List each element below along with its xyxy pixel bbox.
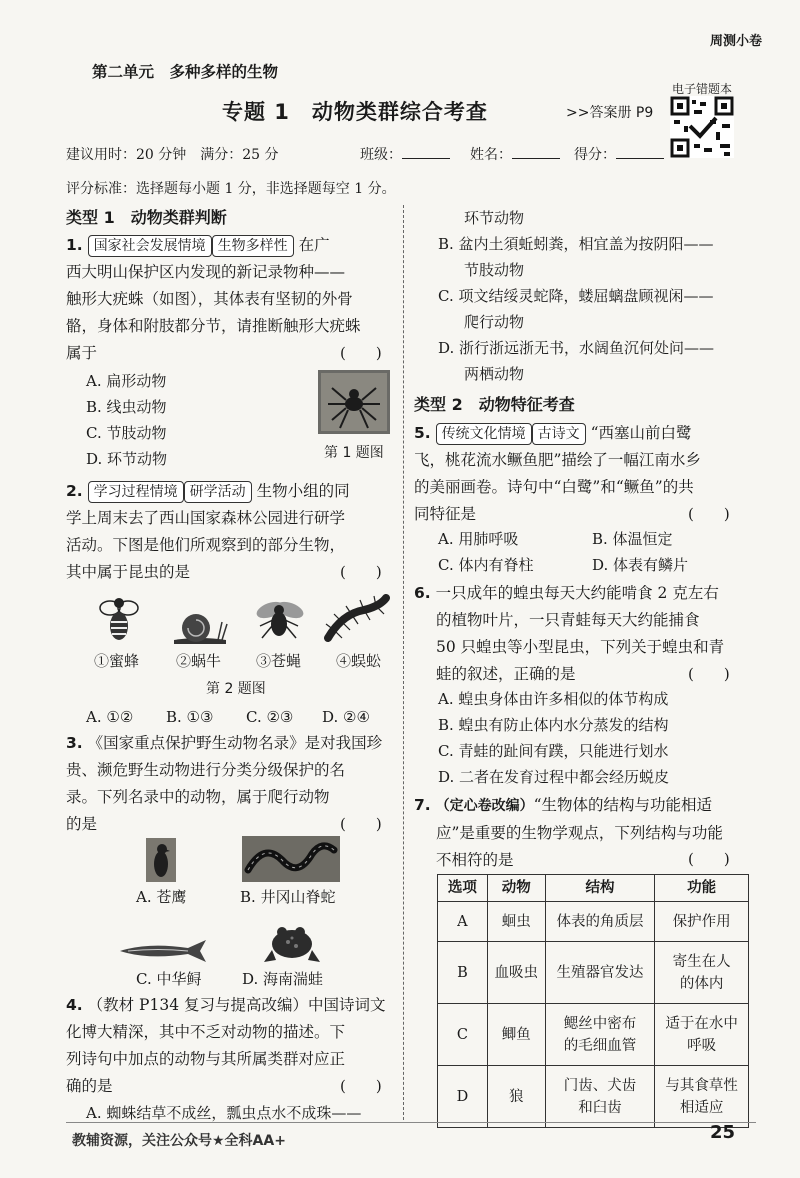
- table-cell: B: [438, 942, 488, 1004]
- class-label: 班级：: [360, 147, 402, 163]
- q6-number: 6.: [414, 584, 431, 602]
- q3-text-1: 《国家重点保护野生动物名录》是对我国珍: [87, 734, 383, 752]
- q1-option-b[interactable]: B. 线虫动物: [86, 398, 167, 416]
- class-field[interactable]: [360, 144, 450, 164]
- q4-text-1: （教材 P134 复习与提高改编）中国诗词文: [87, 996, 386, 1014]
- table-cell: 蛔虫: [487, 902, 545, 942]
- q2-answer-paren[interactable]: ( ): [340, 563, 382, 581]
- table-cell: C: [438, 1004, 488, 1066]
- q2-text-3: 活动。下图是他们所观察到的部分生物，: [66, 536, 346, 554]
- q5-option-c[interactable]: C. 体内有脊柱: [438, 556, 534, 574]
- goshawk-photo: [146, 838, 176, 882]
- spider-photo: [318, 370, 390, 434]
- q6-option-c[interactable]: C. 青蛙的趾间有蹼，只能进行划水: [438, 742, 669, 760]
- table-header-cell: 选项: [438, 875, 488, 902]
- q6-text-3: 50 只蝗虫等小型昆虫，下列关于蝗虫和青: [436, 638, 725, 656]
- q4-text-3: 列诗句中加点的动物与其所属类群对应正: [66, 1050, 346, 1068]
- q7-text-2: 应”是重要的生物学观点，下列结构与功能: [436, 824, 723, 842]
- table-cell: 与其食草性相适应: [655, 1066, 749, 1128]
- snail-icon: [170, 606, 230, 646]
- q5-text-3: 的美丽画卷。诗句中“白鹭”和“鳜鱼”的共: [414, 478, 694, 496]
- name-field[interactable]: [470, 144, 560, 164]
- table-cell: 体表的角质层: [545, 902, 655, 942]
- table-cell: 门齿、犬齿和臼齿: [545, 1066, 655, 1128]
- type1-heading: 类型 1 动物类群判断: [66, 208, 227, 227]
- table-header-cell: 动物: [487, 875, 545, 902]
- corner-label: 周测小卷: [709, 34, 762, 49]
- q6-option-a[interactable]: A. 蝗虫身体由许多相似的体节构成: [438, 690, 669, 708]
- q1-option-a[interactable]: A. 扁形动物: [86, 372, 167, 390]
- q4-option-b-line1[interactable]: B. 盆内土須蚯蚓粪，相宜盖为按阴阳——: [438, 235, 714, 253]
- q3-option-b[interactable]: B. 井冈山脊蛇: [240, 888, 336, 906]
- q5-text-4: 同特征是: [414, 505, 477, 523]
- q5-tag-topic: 古诗文: [532, 423, 586, 445]
- q6-answer-paren[interactable]: ( ): [688, 665, 730, 683]
- column-divider: [403, 205, 404, 1120]
- q5-option-b[interactable]: B. 体温恒定: [592, 530, 673, 548]
- page-title: 专题 1 动物类群综合考查: [222, 100, 488, 124]
- q4-text-4: 确的是: [66, 1077, 113, 1095]
- q1-text-4: 骼，身体和附肢都分节，请推断触形大疣蛛: [66, 317, 361, 335]
- q2-tag-context: 学习过程情境: [88, 481, 184, 503]
- table-cell: D: [438, 1066, 488, 1128]
- q2-number: 2.: [66, 482, 83, 500]
- q4-option-d-line2: 两栖动物: [464, 365, 525, 383]
- score-blank[interactable]: [616, 144, 664, 159]
- table-cell: 寄生在人的体内: [655, 942, 749, 1004]
- q7-text-3: 不相符的是: [436, 851, 514, 869]
- q3-option-c[interactable]: C. 中华鲟: [136, 970, 202, 988]
- q1-answer-paren[interactable]: ( ): [340, 344, 382, 362]
- score-field[interactable]: [574, 144, 664, 164]
- q1-text-3: 触形大疣蛛（如图），其体表有坚韧的外骨: [66, 290, 353, 308]
- q2-label-centipede: ④蜈蚣: [336, 652, 382, 670]
- q4-answer-paren[interactable]: ( ): [340, 1077, 382, 1095]
- q2-text-1: 生物小组的同: [256, 482, 350, 500]
- q2-option-c[interactable]: C. ②③: [246, 708, 294, 726]
- page-number: 25: [710, 1122, 736, 1143]
- frog-photo: [262, 918, 322, 966]
- q2-tag-topic: 研学活动: [184, 481, 252, 503]
- q6-option-b[interactable]: B. 蝗虫有防止体内水分蒸发的结构: [438, 716, 669, 734]
- q2-caption: 第 2 题图: [206, 681, 266, 697]
- q3-answer-paren[interactable]: ( ): [340, 815, 382, 833]
- time-score-info: 建议用时：20 分钟 满分：25 分: [66, 147, 279, 163]
- q4-option-d-line1[interactable]: D. 浙行浙远浙无书，水阔鱼沉何处问——: [438, 339, 715, 357]
- q7-answer-paren[interactable]: ( ): [688, 850, 730, 868]
- table-row: [438, 1066, 749, 1128]
- q1-tag-context: 国家社会发展情境: [88, 235, 212, 257]
- type2-heading: 类型 2 动物特征考查: [414, 395, 575, 414]
- score-label: 得分：: [574, 147, 616, 163]
- q2-label-snail: ②蜗牛: [176, 652, 222, 670]
- table-header-cell: 功能: [655, 875, 749, 902]
- q5-answer-paren[interactable]: ( ): [688, 505, 730, 523]
- footer-promo: 教辅资源，关注公众号★全科AA+: [72, 1133, 286, 1149]
- q2-text-4: 其中属于昆虫的是: [66, 563, 191, 581]
- sturgeon-icon: [118, 938, 210, 964]
- q2-label-bee: ①蜜蜂: [94, 652, 140, 670]
- q6-option-d[interactable]: D. 二者在发育过程中都会经历蜕皮: [438, 768, 670, 786]
- class-blank[interactable]: [402, 144, 450, 159]
- q7-text-1: “生物体的结构与功能相适: [533, 796, 713, 814]
- scoring-rule: 评分标准：选择题每小题 1 分，非选择题每空 1 分。: [66, 181, 396, 197]
- table-header-row: [438, 875, 749, 902]
- q6-text-2: 的植物叶片，一只青蛙每天大约能捕食: [436, 611, 700, 629]
- answer-ref: >>答案册 P9: [566, 105, 654, 121]
- table-row: [438, 942, 749, 1004]
- q1-number: 1.: [66, 236, 83, 254]
- q3-text-4: 的是: [66, 815, 98, 833]
- q4-option-a-line2: 环节动物: [464, 209, 525, 227]
- table-cell: 保护作用: [655, 902, 749, 942]
- bee-icon: [96, 594, 142, 644]
- q3-text-3: 录。下列名录中的动物，属于爬行动物: [66, 788, 330, 806]
- centipede-icon: [322, 594, 392, 644]
- q2-option-d[interactable]: D. ②④: [322, 708, 370, 726]
- name-blank[interactable]: [512, 144, 560, 159]
- q3-text-2: 贵、濒危野生动物进行分类分级保护的名: [66, 761, 346, 779]
- q1-text-1: 在广: [298, 236, 330, 254]
- q1-caption: 第 1 题图: [324, 445, 384, 461]
- table-cell: 血吸虫: [487, 942, 545, 1004]
- table-cell: 鲫鱼: [487, 1004, 545, 1066]
- q7-number: 7.: [414, 796, 431, 814]
- table-row: [438, 1004, 749, 1066]
- unit-title: 第二单元 多种多样的生物: [92, 63, 279, 81]
- q6-text-1: 一只成年的蝗虫每天大约能啃食 2 克左右: [435, 584, 719, 602]
- q5-option-d[interactable]: D. 体表有鳞片: [592, 556, 689, 574]
- q4-option-b-line2: 节肢动物: [464, 261, 525, 279]
- footer-rule: [66, 1122, 756, 1123]
- q6-text-4: 蛙的叙述，正确的是: [436, 665, 576, 683]
- structure-function-table: [437, 874, 749, 1128]
- q5-option-a[interactable]: A. 用肺呼吸: [438, 530, 519, 548]
- table-cell: A: [438, 902, 488, 942]
- table-cell: 鳃丝中密布的毛细血管: [545, 1004, 655, 1066]
- table-cell: 狼: [487, 1066, 545, 1128]
- q5-tag-context: 传统文化情境: [436, 423, 532, 445]
- q2-label-fly: ③苍蝇: [256, 652, 302, 670]
- q4-number: 4.: [66, 996, 83, 1014]
- q4-option-c-line2: 爬行动物: [464, 313, 525, 331]
- qr-code-icon[interactable]: [670, 96, 734, 158]
- fly-icon: [252, 596, 306, 644]
- table-header-cell: 结构: [545, 875, 655, 902]
- q4-option-a-line1[interactable]: A. 蜘蛛结草不成丝，瓢虫点水不成珠——: [86, 1104, 362, 1122]
- q3-option-a[interactable]: A. 苍鹰: [136, 888, 187, 906]
- q1-option-d[interactable]: D. 环节动物: [86, 450, 168, 468]
- q1-tag-topic: 生物多样性: [212, 235, 294, 257]
- q3-number: 3.: [66, 734, 83, 752]
- q4-text-2: 化博大精深，其中不乏对动物的描述。下: [66, 1023, 346, 1041]
- q1-text-5: 属于: [66, 344, 98, 362]
- wrongbook-label: 电子错题本: [672, 82, 733, 96]
- q7-source-tag: （定心卷改编）: [435, 798, 534, 814]
- q5-text-1: “西塞山前白鹭: [590, 424, 692, 442]
- q4-option-c-line1[interactable]: C. 项文结绥灵蛇降，蝼屈螭盘顾视闲——: [438, 287, 714, 305]
- name-label: 姓名：: [470, 147, 512, 163]
- table-row: [438, 902, 749, 942]
- table-cell: 适于在水中呼吸: [655, 1004, 749, 1066]
- q2-option-a[interactable]: A. ①②: [86, 708, 134, 726]
- q3-option-d[interactable]: D. 海南湍蛙: [242, 970, 324, 988]
- q5-number: 5.: [414, 424, 431, 442]
- q2-option-b[interactable]: B. ①③: [166, 708, 214, 726]
- q5-text-2: 飞，桃花流水鳜鱼肥”描绘了一幅江南水乡: [414, 451, 701, 469]
- q2-text-2: 学上周末去了西山国家森林公园进行研学: [66, 509, 346, 527]
- q1-option-c[interactable]: C. 节肢动物: [86, 424, 167, 442]
- table-cell: 生殖器官发达: [545, 942, 655, 1004]
- q1-text-2: 西大明山保护区内发现的新记录物种——: [66, 263, 346, 281]
- snake-photo: [242, 836, 340, 882]
